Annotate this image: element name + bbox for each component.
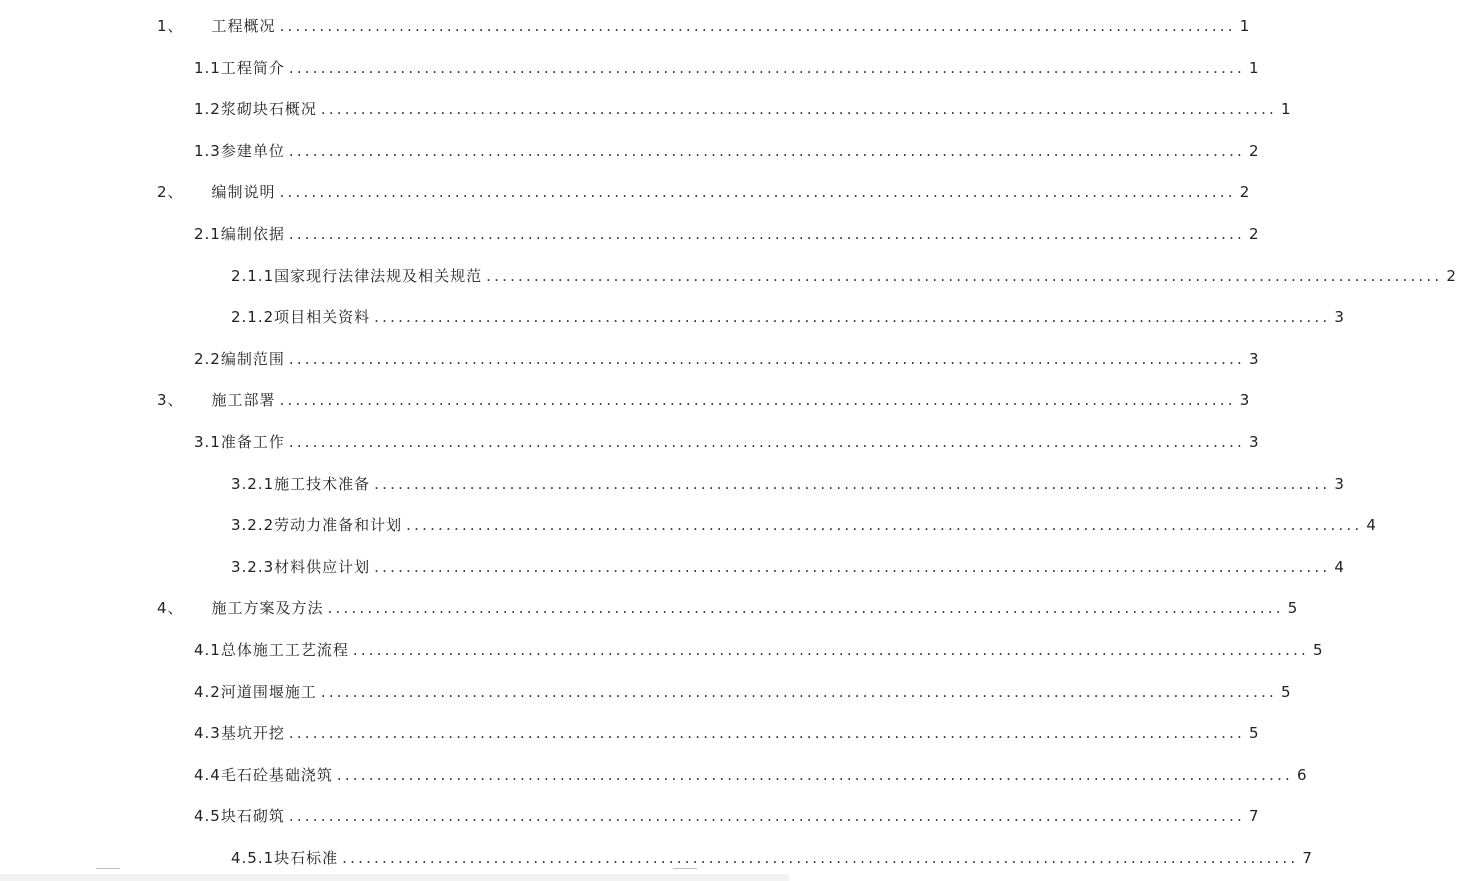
toc-entry-title: 4.5.1块石标准 <box>231 849 339 867</box>
toc-entry-title: 编制说明 <box>211 183 276 202</box>
toc-entry-title: 2.1.2项目相关资料 <box>231 308 371 327</box>
toc-dot-leader: ........................................................................................................................ <box>342 849 1299 867</box>
toc-page-number: 2 <box>1239 183 1251 202</box>
toc-page-number: 2 <box>1249 141 1260 160</box>
toc-page-number: 5 <box>1249 724 1260 743</box>
toc-entry-title: 3.2.1施工技术准备 <box>231 474 371 493</box>
toc-entry-title: 3.2.3材料供应计划 <box>231 557 371 576</box>
toc-entry[interactable] <box>157 180 1251 204</box>
toc-dot-leader: ........................................................................................................................ <box>288 724 1246 743</box>
toc-entry-number: 2、 <box>157 183 184 202</box>
toc-page-number: 1 <box>1239 17 1251 35</box>
toc-entry[interactable] <box>194 680 1292 704</box>
toc-page-number: 1 <box>1281 100 1292 119</box>
toc-entry[interactable] <box>231 846 1313 870</box>
toc-dot-leader: ........................................................................................................................ <box>288 58 1246 77</box>
toc-page-number: 3 <box>1249 433 1260 451</box>
toc-entry-title: 1.1工程简介 <box>194 58 285 77</box>
toc-entry-number: 3、 <box>157 391 184 410</box>
toc-page-number: 6 <box>1297 765 1308 784</box>
toc-page-number: 4 <box>1334 557 1345 576</box>
toc-dot-leader: ........................................................................................................................ <box>320 682 1278 701</box>
toc-page-number: 5 <box>1287 599 1299 618</box>
toc-page-number: 5 <box>1281 682 1292 701</box>
toc-entry-title: 4.5块石砌筑 <box>194 807 285 826</box>
toc-entry-title: 2.1.1国家现行法律法规及相关规范 <box>231 266 483 285</box>
toc-dot-leader: ........................................................................................................................ <box>288 141 1246 160</box>
toc-dot-leader: ........................................................................................................................ <box>406 516 1363 535</box>
toc-entry[interactable] <box>231 472 1345 496</box>
toc-dot-leader: ........................................................................................................................ <box>288 225 1246 243</box>
toc-entry[interactable] <box>194 139 1260 163</box>
toc-dot-leader: ........................................................................................................................ <box>352 641 1310 659</box>
toc-entry-title: 3.2.2劳动力准备和计划 <box>231 516 403 535</box>
toc-entry[interactable] <box>194 347 1260 371</box>
toc-page-number: 3 <box>1249 349 1260 368</box>
toc-page-number: 7 <box>1302 849 1313 867</box>
toc-dot-leader: ........................................................................................................................ <box>374 308 1331 327</box>
toc-entry[interactable] <box>194 56 1260 80</box>
toc-entry-title: 1.2浆砌块石概况 <box>194 100 317 119</box>
toc-entry[interactable] <box>194 721 1260 745</box>
toc-entry[interactable] <box>231 513 1377 537</box>
toc-page-number: 3 <box>1239 391 1251 410</box>
toc-entry[interactable] <box>194 638 1324 662</box>
toc-dot-leader: ........................................................................................................................ <box>279 183 1236 202</box>
toc-entry[interactable] <box>157 596 1299 620</box>
toc-entry[interactable] <box>231 305 1345 329</box>
toc-dot-leader: ........................................................................................................................ <box>327 599 1284 618</box>
toc-dot-leader: ........................................................................................................................ <box>288 807 1246 826</box>
toc-entry[interactable] <box>157 388 1251 412</box>
toc-dot-leader: ........................................................................................................................ <box>336 765 1294 784</box>
toc-entry[interactable] <box>194 763 1308 787</box>
toc-dot-leader: ........................................................................................................................ <box>374 474 1331 493</box>
toc-dot-leader: ........................................................................................................................ <box>374 557 1331 576</box>
toc-dot-leader: ........................................................................................................................ <box>279 17 1236 35</box>
toc-entry-title: 施工部署 <box>211 391 276 410</box>
toc-entry-title: 3.1准备工作 <box>194 433 285 451</box>
toc-page-number: 4 <box>1366 516 1377 535</box>
toc-page-number: 3 <box>1334 474 1345 493</box>
toc-entry-title: 2.2编制范围 <box>194 349 285 368</box>
toc-entry-title: 4.2河道围堰施工 <box>194 682 317 701</box>
toc-entry-title: 2.1编制依据 <box>194 225 285 243</box>
toc-entry-title: 工程概况 <box>211 17 276 35</box>
toc-dot-leader: ........................................................................................................................ <box>320 100 1278 119</box>
toc-entry[interactable] <box>194 97 1292 121</box>
toc-entry[interactable] <box>194 222 1260 246</box>
toc-entry[interactable] <box>194 804 1260 828</box>
toc-dot-leader: ........................................................................................................................ <box>288 349 1246 368</box>
toc-entry-title: 1.3参建单位 <box>194 141 285 160</box>
toc-entry-title: 施工方案及方法 <box>211 599 324 618</box>
toc-entry[interactable] <box>231 264 1457 288</box>
toc-entry-title: 4.3基坑开挖 <box>194 724 285 743</box>
toc-page-number: 5 <box>1313 641 1324 659</box>
toc-page-number: 2 <box>1249 225 1260 243</box>
toc-entry[interactable] <box>157 14 1251 38</box>
toc-entry-number: 4、 <box>157 599 184 618</box>
toc-entry-title: 4.1总体施工工艺流程 <box>194 641 349 659</box>
toc-entry-number: 1、 <box>157 17 184 35</box>
page-bottom-edge <box>0 874 789 881</box>
toc-entry[interactable] <box>231 555 1345 579</box>
toc-page-number: 7 <box>1249 807 1260 826</box>
toc-page-number: 1 <box>1249 58 1260 77</box>
toc-dot-leader: ........................................................................................................................ <box>279 391 1236 410</box>
toc-dot-leader: ........................................................................................................................ <box>288 433 1246 451</box>
toc-entry-title: 4.4毛石砼基础浇筑 <box>194 765 333 784</box>
toc-page-number: 2 <box>1446 266 1457 285</box>
toc-page-number: 3 <box>1334 308 1345 327</box>
toc-entry[interactable] <box>194 430 1260 454</box>
toc-dot-leader: ........................................................................................................................ <box>486 266 1443 285</box>
